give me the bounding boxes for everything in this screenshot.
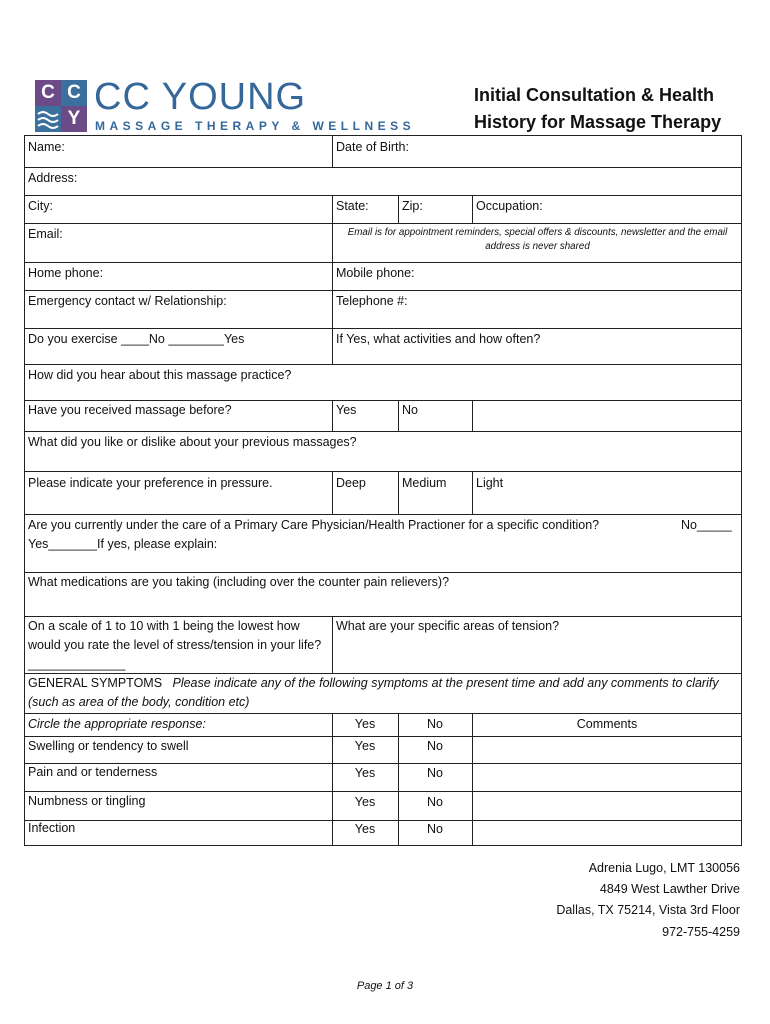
address-label: Address: (28, 171, 78, 185)
circle-response-label: Circle the appropriate response: (28, 717, 206, 731)
logo-name: CC YOUNG (94, 76, 307, 118)
pressure-question: Please indicate your preference in pressure. (28, 476, 273, 490)
zip-label: Zip: (402, 199, 423, 213)
symptom-yes: Yes (354, 795, 376, 809)
title-line-1: Initial Consultation & Health (474, 85, 715, 105)
document-title (474, 82, 754, 136)
symptom-label: Numbness or tingling (28, 794, 146, 808)
mobile-phone-label: Mobile phone: (336, 266, 415, 280)
comments-column-header: Comments (576, 717, 638, 731)
city-address: Dallas, TX 75214, Vista 3rd Floor (556, 903, 740, 917)
logo-tagline: MASSAGE THERAPY & WELLNESS (95, 119, 416, 133)
symptom-no: No (427, 766, 443, 780)
therapist-name: Adrenia Lugo, LMT 130056 (588, 861, 740, 875)
logo-tiles (35, 80, 87, 132)
yes-column-header: Yes (354, 717, 376, 731)
title-line-2: History for Massage Therapy (474, 112, 722, 132)
symptom-yes: Yes (354, 822, 376, 836)
stress-question: On a scale of 1 to 10 with 1 being the lowest how would you rate the level of stress/tension in your life? ______________ (28, 619, 322, 671)
activities-question: If Yes, what activities and how often? (336, 332, 541, 346)
exercise-question: Do you exercise ____No ________Yes (28, 332, 245, 346)
name-label: Name: (28, 140, 65, 154)
physician-question: Are you currently under the care of a Primary Care Physician/Health Practioner for a specific condition? (28, 518, 600, 532)
page-number: Page 1 of 3 (356, 980, 414, 992)
telephone-label: Telephone #: (336, 294, 408, 308)
street-address: 4849 West Lawther Drive (599, 882, 740, 896)
tension-areas-question: What are your specific areas of tension? (336, 619, 560, 633)
symptom-no: No (427, 739, 443, 753)
symptom-label: Swelling or tendency to swell (28, 739, 189, 753)
email-label: Email: (28, 227, 63, 241)
phone-number: 972-755-4259 (662, 925, 740, 939)
logo-tile-c1: C (35, 80, 61, 106)
dob-label: Date of Birth: (336, 140, 409, 154)
physician-no: No_____ (681, 518, 732, 532)
cc-young-logo (35, 76, 416, 133)
logo-tile-c2: C (61, 80, 87, 106)
no-column-header: No (427, 717, 443, 731)
emergency-contact-label: Emergency contact w/ Relationship: (28, 294, 227, 308)
general-symptoms-label: GENERAL SYMPTOMS (28, 676, 163, 690)
symptom-yes: Yes (354, 739, 376, 753)
city-label: City: (28, 199, 53, 213)
received-yes: Yes (336, 403, 357, 417)
state-label: State: (336, 199, 369, 213)
symptom-label: Infection (28, 821, 76, 835)
received-massage-question: Have you received massage before? (28, 403, 232, 417)
like-dislike-question: What did you like or dislike about your previous massages? (28, 435, 357, 449)
pressure-medium: Medium (402, 476, 447, 490)
home-phone-label: Home phone: (28, 266, 104, 280)
general-symptoms-instructions: Please indicate any of the following symptoms at the present time and add any comments to clarify (such as area of the body, condition etc) (28, 676, 719, 709)
wave-icon (37, 108, 59, 130)
logo-tile-y: Y (61, 106, 87, 132)
physician-yes: Yes_______If yes, please explain: (28, 537, 218, 551)
occupation-label: Occupation: (476, 199, 543, 213)
symptom-no: No (427, 822, 443, 836)
medications-question: What medications are you taking (including over the counter pain relievers)? (28, 575, 450, 589)
general-symptoms-header (28, 674, 733, 712)
hear-about-question: How did you hear about this massage practice? (28, 368, 292, 382)
symptom-no: No (427, 795, 443, 809)
email-note: Email is for appointment reminders, special offers & discounts, newsletter and the email address is never shared (347, 227, 728, 252)
pressure-light: Light (476, 476, 504, 490)
intake-form (24, 135, 742, 846)
symptom-label: Pain and or tenderness (28, 765, 158, 779)
received-no: No (402, 403, 418, 417)
pressure-deep: Deep (336, 476, 366, 490)
symptom-yes: Yes (354, 766, 376, 780)
